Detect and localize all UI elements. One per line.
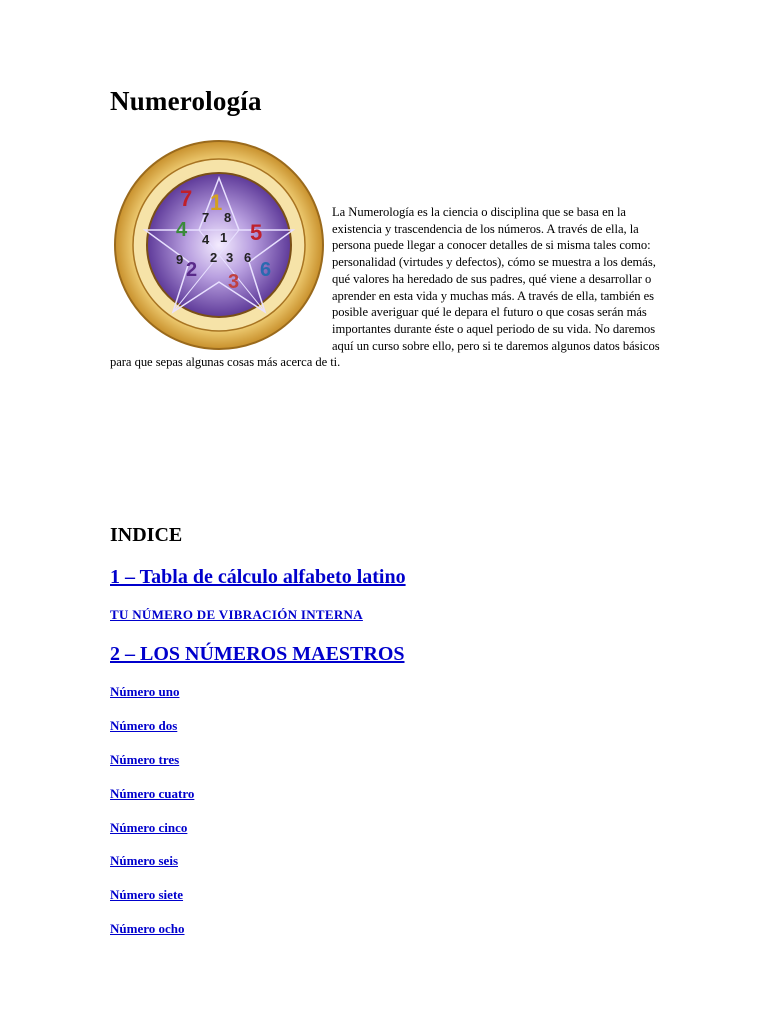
- toc-link-numero-cuatro[interactable]: Número cuatro: [110, 786, 195, 801]
- svg-text:6: 6: [244, 250, 252, 265]
- svg-text:7: 7: [180, 186, 193, 211]
- numerology-wheel-image: [110, 140, 328, 350]
- list-item: [110, 853, 178, 869]
- toc-subsection-vibracion: [110, 607, 363, 623]
- svg-text:4: 4: [176, 219, 188, 241]
- svg-text:2: 2: [210, 250, 218, 265]
- toc-link-numero-vibracion[interactable]: TU NÚMERO DE VIBRACIÓN INTERNA: [110, 607, 363, 622]
- svg-text:1: 1: [220, 230, 228, 245]
- toc-link-numero-siete[interactable]: Número siete: [110, 887, 184, 902]
- toc-link-numero-cinco[interactable]: Número cinco: [110, 820, 188, 835]
- toc-section-1: [110, 566, 406, 589]
- page-title: Numerología: [110, 86, 262, 116]
- svg-text:4: 4: [202, 232, 210, 247]
- index-heading: INDICE: [110, 524, 183, 546]
- svg-text:5: 5: [250, 220, 263, 245]
- toc-section-2: [110, 643, 405, 666]
- list-item: [110, 752, 179, 768]
- svg-text:6: 6: [260, 259, 272, 281]
- toc-link-numero-ocho[interactable]: Número ocho: [110, 921, 185, 936]
- toc-link-numero-dos[interactable]: Número dos: [110, 718, 178, 733]
- toc-link-tabla-calculo[interactable]: 1 – Tabla de cálculo alfabeto latino: [110, 566, 406, 588]
- list-item: [110, 684, 179, 700]
- svg-text:8: 8: [224, 210, 232, 225]
- toc-link-numero-uno[interactable]: Número uno: [110, 684, 180, 699]
- toc-link-numero-tres[interactable]: Número tres: [110, 752, 180, 767]
- svg-text:9: 9: [176, 252, 184, 267]
- list-item: [110, 718, 177, 734]
- svg-text:7: 7: [202, 210, 210, 225]
- svg-text:2: 2: [186, 259, 198, 281]
- toc-link-numeros-maestros[interactable]: 2 – LOS NÚMEROS MAESTROS: [110, 643, 405, 665]
- list-item: [110, 786, 194, 802]
- svg-text:3: 3: [228, 271, 240, 293]
- list-item: [110, 921, 185, 937]
- intro-paragraph: La Numerología es la ciencia o disciplina que se basa en la existencia y trascendencia de los números. A través de ella, la persona puede llegar a conocer detalles de si misma tales como: personalidad (virtudes y defectos), cómo se muestra a los demás, qué valores ha heredado de sus padres, qué viene a desarrollar o aprender en esta vida y muchas más. A través de ella, también es posible averiguar qué le depara el futuro o que cosas serán más importantes durante éste o aquel periodo de su vida. No daremos aquí un curso sobre ello, pero si te daremos algunos datos básicos para que sepas algunas cosas más acerca de ti.: [110, 205, 660, 370]
- svg-text:1: 1: [210, 190, 223, 215]
- toc-link-numero-seis[interactable]: Número seis: [110, 853, 179, 868]
- list-item: [110, 820, 187, 836]
- svg-text:3: 3: [226, 250, 234, 265]
- list-item: [110, 887, 183, 903]
- intro-section: [110, 140, 660, 371]
